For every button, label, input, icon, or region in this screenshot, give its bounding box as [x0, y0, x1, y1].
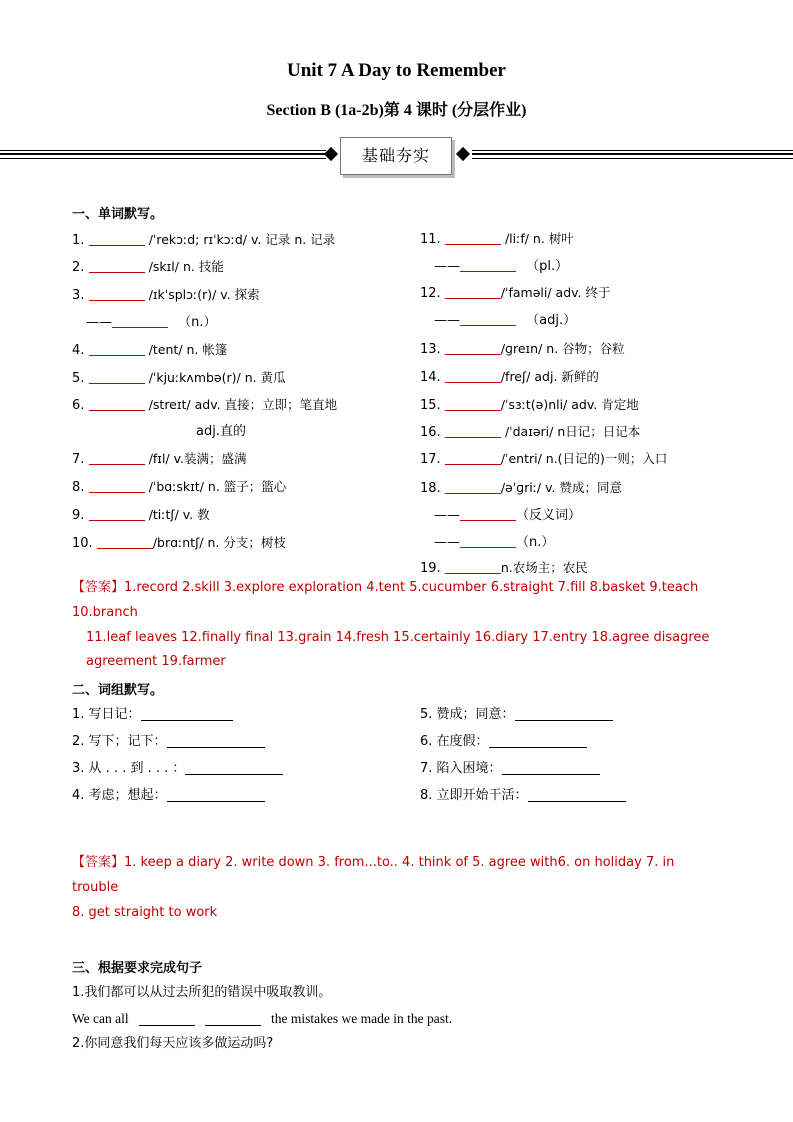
- phrase-item-5: 5. 赞成；同意：: [420, 706, 613, 724]
- blank[interactable]: [445, 396, 501, 411]
- word-item-4: 4. /tent/ n. 帐篷: [72, 342, 228, 358]
- blank[interactable]: [528, 787, 626, 802]
- word-item-12: 12. /ˈfaməli/ adv. 终于: [420, 285, 611, 301]
- blank[interactable]: [89, 396, 145, 411]
- blank[interactable]: [89, 286, 145, 301]
- phrase-item-6: 6. 在度假：: [420, 733, 587, 751]
- question-1-sentence: We can all the mistakes we made in the past.: [72, 1011, 453, 1026]
- banner-rule-left: [0, 150, 326, 161]
- word-item-10: 10. /brɑːntʃ/ n. 分支；树枝: [72, 535, 286, 551]
- word-item-11: 11. /liːf/ n. 树叶: [420, 231, 574, 247]
- document-title: Unit 7 A Day to Remember: [287, 60, 506, 81]
- blank[interactable]: [89, 450, 145, 465]
- word-item-19: 19. n.农场主；农民: [420, 560, 588, 576]
- blank[interactable]: [460, 533, 516, 548]
- blank[interactable]: [89, 341, 145, 356]
- phrase-item-2: 2. 写下；记下：: [72, 733, 265, 751]
- word-item-15: 15. /ˈsɜːt(ə)nli/ adv. 肯定地: [420, 397, 639, 413]
- banner-rule-right: [472, 150, 793, 161]
- word-item-6-sub: adj.直的: [196, 424, 246, 439]
- blank[interactable]: [89, 506, 145, 521]
- blank[interactable]: [205, 1011, 261, 1026]
- blank[interactable]: [445, 340, 501, 355]
- blank[interactable]: [89, 258, 145, 273]
- blank[interactable]: [97, 534, 153, 549]
- word-item-14: 14. /freʃ/ adj. 新鲜的: [420, 369, 599, 385]
- banner-box: 基础夯实: [340, 137, 452, 175]
- section1-heading: 一、单词默写。: [72, 207, 164, 222]
- blank[interactable]: [445, 423, 501, 438]
- question-1: 1.我们都可以从过去所犯的错误中吸取教训。: [72, 985, 332, 1000]
- blank[interactable]: [502, 760, 600, 775]
- word-item-8: 8. /ˈbɑːskɪt/ n. 篮子；篮心: [72, 479, 287, 495]
- word-item-2: 2. /skɪl/ n. 技能: [72, 259, 224, 275]
- section2-answer: 【答案】1. keep a diary 2. write down 3. from...to.. 4. think of 5. agree with6. on holiday 7. in trouble 8. get straight to work: [72, 855, 675, 920]
- word-item-1: 1. /ˈrekɔːd; rɪˈkɔːd/ v. 记录 n. 记录: [72, 232, 336, 248]
- blank[interactable]: [445, 559, 501, 574]
- blank[interactable]: [445, 284, 501, 299]
- blank[interactable]: [139, 1011, 195, 1026]
- blank[interactable]: [489, 733, 587, 748]
- blank[interactable]: [460, 257, 516, 272]
- section3-heading: 三、根据要求完成句子: [72, 961, 203, 976]
- word-item-7: 7. /fɪl/ v.装满；盛满: [72, 451, 247, 467]
- diamond-right-icon: [456, 147, 470, 161]
- blank[interactable]: [167, 733, 265, 748]
- blank[interactable]: [185, 760, 283, 775]
- phrase-item-8: 8. 立即开始干活：: [420, 787, 626, 805]
- blank[interactable]: [89, 369, 145, 384]
- blank[interactable]: [445, 230, 501, 245]
- blank[interactable]: [460, 311, 516, 326]
- word-item-5: 5. /ˈkjuːkʌmbə(r)/ n. 黄瓜: [72, 370, 286, 386]
- blank[interactable]: [89, 231, 145, 246]
- diamond-left-icon: [324, 147, 338, 161]
- word-item-6: 6. /streɪt/ adv. 直接；立即；笔直地: [72, 397, 338, 413]
- word-item-17: 17. /ˈentri/ n.(日记的)一则；入口: [420, 451, 668, 467]
- question-2: 2.你同意我们每天应该多做运动吗?: [72, 1036, 274, 1051]
- blank[interactable]: [167, 787, 265, 802]
- blank[interactable]: [112, 313, 168, 328]
- blank[interactable]: [445, 450, 501, 465]
- section2-heading: 二、词组默写。: [72, 683, 164, 698]
- section1-answer: 【答案】1.record 2.skill 3.explore exploration 4.tent 5.cucumber 6.straight 7.fill 8.basket 9.teach 10.branch 11.leaf leaves 12.finally final 13.grain 14.fresh 15.certainly 16.diary 17.entry 18.agree disagree agreement 19.farmer: [72, 580, 710, 669]
- blank[interactable]: [445, 479, 501, 494]
- blank[interactable]: [141, 706, 233, 721]
- word-item-18: 18. /əˈɡriː/ v. 赞成；同意: [420, 480, 622, 496]
- phrase-item-1: 1. 写日记：: [72, 706, 233, 724]
- phrase-item-7: 7. 陷入困境：: [420, 760, 600, 778]
- blank[interactable]: [515, 706, 613, 721]
- word-item-12-sub: —— （adj.）: [434, 313, 577, 328]
- word-item-3-sub: —— （n.）: [86, 315, 217, 330]
- word-item-18-sub2: —— （n.）: [434, 535, 555, 550]
- word-item-11-sub: —— （pl.）: [434, 259, 569, 274]
- phrase-item-4: 4. 考虑；想起：: [72, 787, 265, 805]
- phrase-item-3: 3. 从 . . . 到 . . . ：: [72, 760, 283, 778]
- word-item-9: 9. /tiːtʃ/ v. 教: [72, 507, 210, 523]
- blank[interactable]: [460, 506, 516, 521]
- blank[interactable]: [445, 368, 501, 383]
- word-item-16: 16. /ˈdaɪəri/ n日记；日记本: [420, 424, 641, 440]
- word-item-13: 13. /ɡreɪn/ n. 谷物；谷粒: [420, 341, 625, 357]
- document-subtitle: Section B (1a-2b)第 4 课时 (分层作业): [266, 102, 527, 119]
- word-item-3: 3. /ɪkˈsplɔː(r)/ v. 探索: [72, 287, 260, 303]
- blank[interactable]: [89, 478, 145, 493]
- word-item-18-sub1: —— （反义词）: [434, 508, 582, 523]
